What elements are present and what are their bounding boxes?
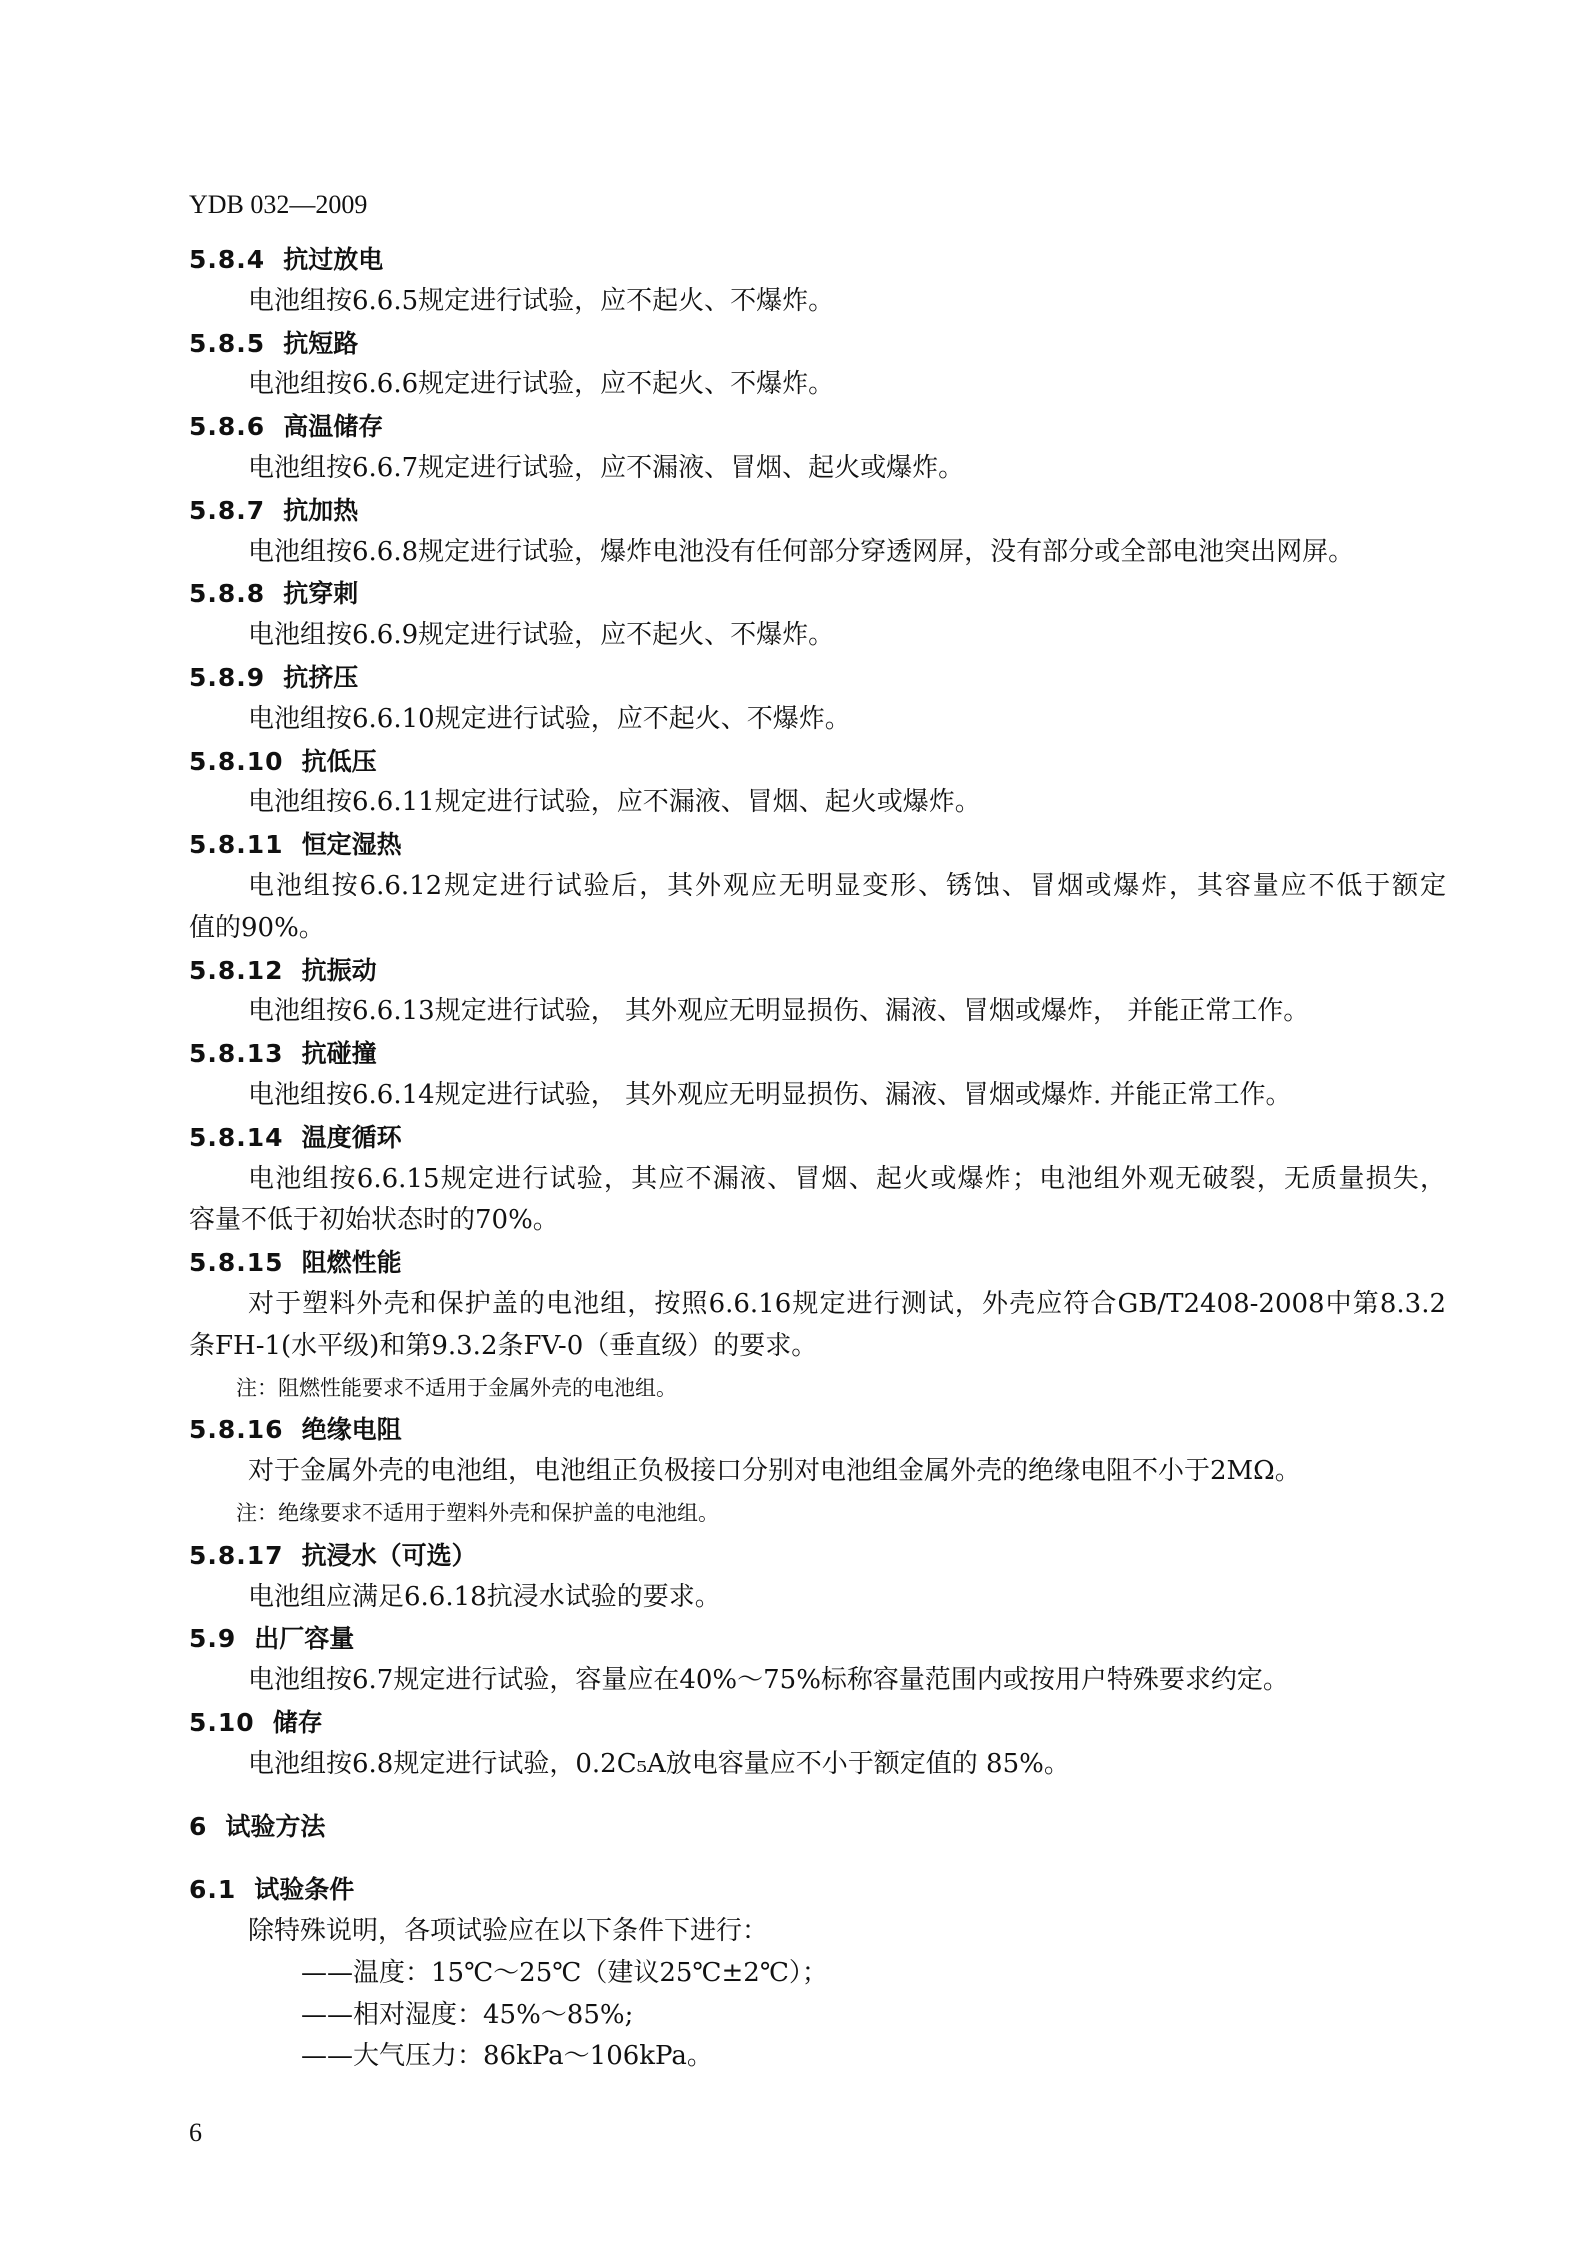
section-title: 温度循环	[301, 1122, 402, 1152]
paragraph-line: 对于塑料外壳和保护盖的电池组，按照6.6.16规定进行测试，外壳应符合GB/T2408-2008中第8.3.2	[248, 1288, 1446, 1319]
section-number: 5.8.8	[189, 579, 266, 609]
section-number: 5.9	[189, 1624, 237, 1654]
section-heading	[189, 1869, 1446, 1911]
paragraph	[189, 1451, 1446, 1493]
section-heading	[189, 1702, 1446, 1744]
section-title: 抗挤压	[283, 662, 359, 692]
section-title: 抗穿刺	[283, 579, 359, 609]
section-number: 5.8.6	[189, 412, 266, 442]
section-title: 抗过放电	[283, 245, 384, 274]
section-heading	[189, 490, 1446, 532]
paragraph-line: 电池组按6.6.15规定进行试验，其应不漏液、冒烟、起火或爆炸；电池组外观无破裂，无质量损失，	[248, 1163, 1446, 1194]
paragraph-line: 电池组按6.6.7规定进行试验，应不漏液、冒烟、起火或爆炸。	[248, 452, 965, 483]
section-title: 试验条件	[254, 1875, 355, 1905]
section-heading	[189, 741, 1446, 783]
section-number: 5.8.16	[189, 1415, 284, 1445]
page-number: 6	[189, 2118, 202, 2147]
document-body	[189, 239, 1446, 2078]
section-number: 6.1	[189, 1875, 237, 1905]
section-title: 抗加热	[283, 495, 359, 525]
paragraph	[189, 1577, 1446, 1619]
section-heading	[189, 1033, 1446, 1075]
section-heading	[189, 1242, 1446, 1284]
paragraph-line: 条FH-1(水平级)和第9.3.2条FV-0（垂直级）的要求。	[189, 1330, 818, 1361]
section-heading	[189, 573, 1446, 615]
section-title: 抗短路	[283, 328, 359, 358]
section-title: 阻燃性能	[301, 1248, 402, 1278]
paragraph-line: 电池组应满足6.6.18抗浸水试验的要求。	[248, 1581, 721, 1612]
paragraph-line: 除特殊说明，各项试验应在以下条件下进行：	[248, 1916, 769, 1947]
section-heading	[189, 323, 1446, 365]
section-number: 5.8.14	[189, 1122, 284, 1152]
paragraph-line: 电池组按6.6.11规定进行试验，应不漏液、冒烟、起火或爆炸。	[248, 787, 981, 818]
section-title: 抗振动	[301, 955, 377, 985]
paragraph-line: 电池组按6.6.5规定进行试验，应不起火、不爆炸。	[248, 285, 835, 316]
paragraph	[189, 364, 1446, 406]
paragraph-line: 电池组按6.6.14规定进行试验， 其外观应无明显损伤、漏液、冒烟或爆炸. 并能正常工作。	[248, 1079, 1292, 1110]
section-number: 5.10	[189, 1707, 255, 1737]
note: 注：绝缘要求不适用于塑料外壳和保护盖的电池组。	[236, 1500, 719, 1525]
paragraph-line: 对于金属外壳的电池组，电池组正负极接口分别对电池组金属外壳的绝缘电阻不小于2MΩ。	[248, 1456, 1301, 1487]
section-number: 5.8.15	[189, 1248, 284, 1278]
section-title: 试验方法	[225, 1812, 326, 1842]
paragraph-line: 电池组按6.8规定进行试验，0.2C₅A放电容量应不小于额定值的 85%。	[248, 1748, 1070, 1779]
paragraph-line: 电池组按6.6.10规定进行试验，应不起火、不爆炸。	[248, 703, 851, 734]
paragraph	[189, 1911, 1446, 1953]
paragraph-line: 电池组按6.6.6规定进行试验，应不起火、不爆炸。	[248, 369, 835, 400]
section-heading	[189, 950, 1446, 992]
section-number: 5.8.4	[189, 245, 266, 274]
document-header: YDB 032—2009	[189, 190, 368, 219]
paragraph	[189, 1159, 1446, 1243]
section-number: 5.8.12	[189, 955, 284, 985]
paragraph	[189, 991, 1446, 1033]
section-title: 高温储存	[283, 412, 384, 442]
section-number: 5.8.9	[189, 662, 266, 692]
paragraph	[189, 615, 1446, 657]
section-title: 抗碰撞	[301, 1039, 377, 1069]
paragraph	[189, 699, 1446, 741]
paragraph	[189, 1660, 1446, 1702]
paragraph	[189, 281, 1446, 323]
section-heading	[189, 1117, 1446, 1159]
section-number: 5.8.10	[189, 746, 284, 776]
section-number: 5.8.5	[189, 328, 266, 358]
paragraph-line: 电池组按6.6.12规定进行试验后，其外观应无明显变形、锈蚀、冒烟或爆炸，其容量应不低于额定	[248, 870, 1446, 901]
section-heading	[189, 657, 1446, 699]
section-number: 6	[189, 1812, 208, 1842]
section-title: 恒定湿热	[301, 830, 402, 860]
paragraph	[189, 448, 1446, 490]
section-heading	[189, 239, 1446, 281]
list-item: ——温度：15℃～25℃（建议25℃±2℃）；	[301, 1957, 828, 1988]
section-heading	[189, 1618, 1446, 1660]
paragraph	[189, 532, 1446, 574]
paragraph-line: 值的90%。	[189, 912, 325, 943]
section-heading	[189, 824, 1446, 866]
list-item: ——大气压力：86kPa～106kPa。	[301, 2041, 713, 2072]
paragraph	[189, 782, 1446, 824]
list-item: ——相对湿度：45%～85%;	[301, 1999, 634, 2030]
section-title: 绝缘电阻	[301, 1415, 402, 1445]
section-number: 5.8.13	[189, 1039, 284, 1069]
paragraph	[189, 866, 1446, 950]
paragraph-line: 电池组按6.6.8规定进行试验，爆炸电池没有任何部分穿透网屏，没有部分或全部电池突出网屏。	[248, 536, 1355, 567]
paragraph-line: 电池组按6.7规定进行试验，容量应在40%～75%标称容量范围内或按用户特殊要求约定。	[248, 1665, 1289, 1696]
paragraph-line: 电池组按6.6.9规定进行试验，应不起火、不爆炸。	[248, 620, 835, 651]
paragraph-line: 电池组按6.6.13规定进行试验， 其外观应无明显损伤、漏液、冒烟或爆炸， 并能正常工作。	[248, 996, 1310, 1027]
section-heading	[189, 1409, 1446, 1451]
paragraph	[189, 1284, 1446, 1368]
section-number: 5.8.11	[189, 830, 284, 860]
section-heading	[189, 1535, 1446, 1577]
section-heading	[189, 406, 1446, 448]
note: 注：阻燃性能要求不适用于金属外壳的电池组。	[236, 1375, 677, 1400]
paragraph	[189, 1075, 1446, 1117]
paragraph-line: 容量不低于初始状态时的70%。	[189, 1205, 559, 1236]
section-title: 抗浸水（可选）	[301, 1540, 477, 1570]
section-number: 5.8.17	[189, 1540, 284, 1570]
section-title: 储存	[272, 1707, 323, 1737]
section-heading	[189, 1806, 1446, 1848]
section-number: 5.8.7	[189, 495, 266, 525]
section-title: 出厂容量	[254, 1624, 355, 1654]
paragraph	[189, 1744, 1446, 1786]
section-title: 抗低压	[301, 746, 377, 776]
